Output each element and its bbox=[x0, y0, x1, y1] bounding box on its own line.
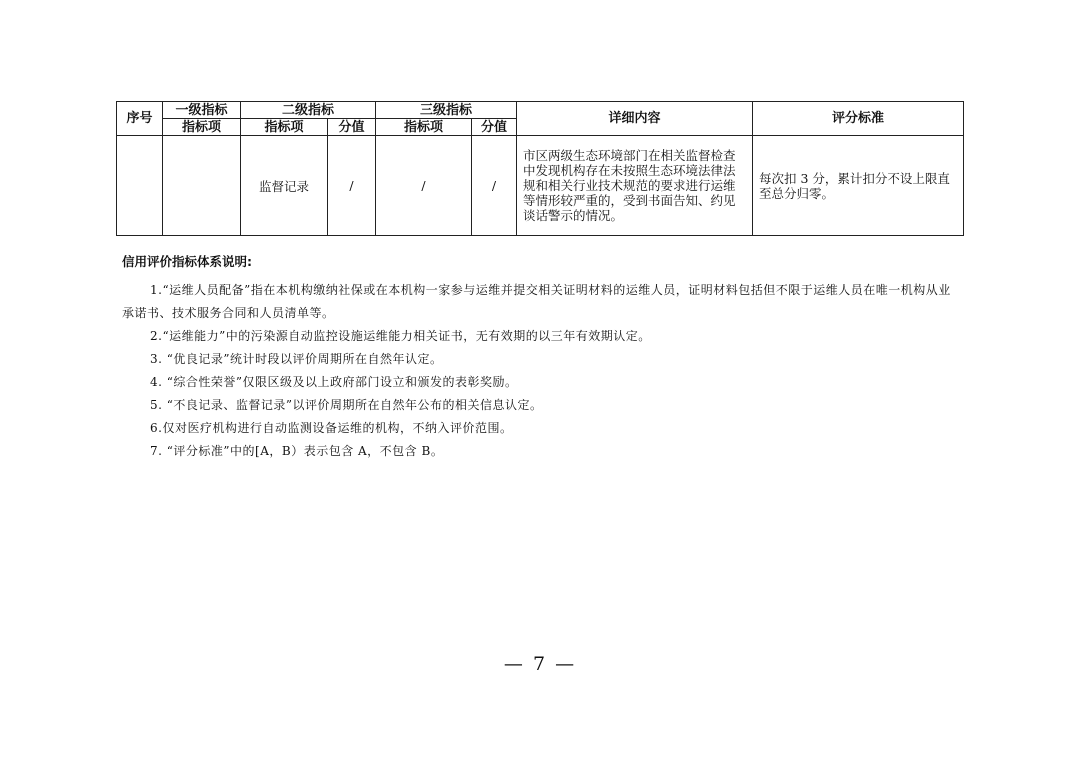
note-item: 2.“运维能力”中的污染源自动监控设施运维能力相关证书，无有效期的以三年有效期认定。 bbox=[150, 329, 651, 343]
header-level3: 三级指标 bbox=[376, 102, 517, 119]
note-item: 4. “综合性荣誉”仅限区级及以上政府部门设立和颁发的表彰奖励。 bbox=[150, 375, 518, 389]
table-row bbox=[117, 136, 964, 236]
note-item: 6.仅对医疗机构进行自动监测设备运维的机构，不纳入评价范围。 bbox=[150, 421, 513, 435]
note-item: 5. “不良记录、监督记录”以评价周期所在自然年公布的相关信息认定。 bbox=[150, 398, 543, 412]
indicator-table bbox=[116, 101, 964, 236]
cell-level3-item: / bbox=[376, 136, 472, 236]
header-level2-item: 指标项 bbox=[241, 119, 328, 136]
header-seq: 序号 bbox=[117, 102, 163, 136]
header-score-standard: 评分标准 bbox=[753, 102, 964, 136]
notes-title: 信用评价指标体系说明: bbox=[122, 254, 252, 269]
header-level1-item: 指标项 bbox=[163, 119, 241, 136]
header-detail: 详细内容 bbox=[517, 102, 753, 136]
header-level3-value: 分值 bbox=[472, 119, 517, 136]
page-number: — 7 — bbox=[503, 653, 577, 675]
note-item: 7. “评分标准”中的[A，B）表示包含 A，不包含 B。 bbox=[150, 444, 444, 458]
header-level3-item: 指标项 bbox=[376, 119, 472, 136]
header-row-1 bbox=[117, 102, 964, 119]
note-item: 1.“运维人员配备”指在本机构缴纳社保或在本机构一家参与运维并提交相关证明材料的运维人员，证明材料包括但不限于运维人员在唯一机构从业承诺书、技术服务合同和人员清单等。 bbox=[122, 283, 951, 320]
cell-level2-value: / bbox=[328, 136, 376, 236]
header-level1: 一级指标 bbox=[163, 102, 241, 119]
note-item: 3. “优良记录”统计时段以评价周期所在自然年认定。 bbox=[150, 352, 443, 366]
cell-detail: 市区两级生态环境部门在相关监督检查中发现机构存在未按照生态环境法律法规和相关行业技术规范的要求进行运维等情形较严重的，受到书面告知、约见谈话警示的情况。 bbox=[517, 136, 753, 236]
cell-score-standard: 每次扣 3 分，累计扣分不设上限直至总分归零。 bbox=[753, 136, 964, 236]
notes-section bbox=[122, 252, 962, 463]
cell-level2-item: 监督记录 bbox=[241, 136, 328, 236]
cell-seq bbox=[117, 136, 163, 236]
header-level2-value: 分值 bbox=[328, 119, 376, 136]
cell-level3-value: / bbox=[472, 136, 517, 236]
header-level2: 二级指标 bbox=[241, 102, 376, 119]
cell-level1-item bbox=[163, 136, 241, 236]
